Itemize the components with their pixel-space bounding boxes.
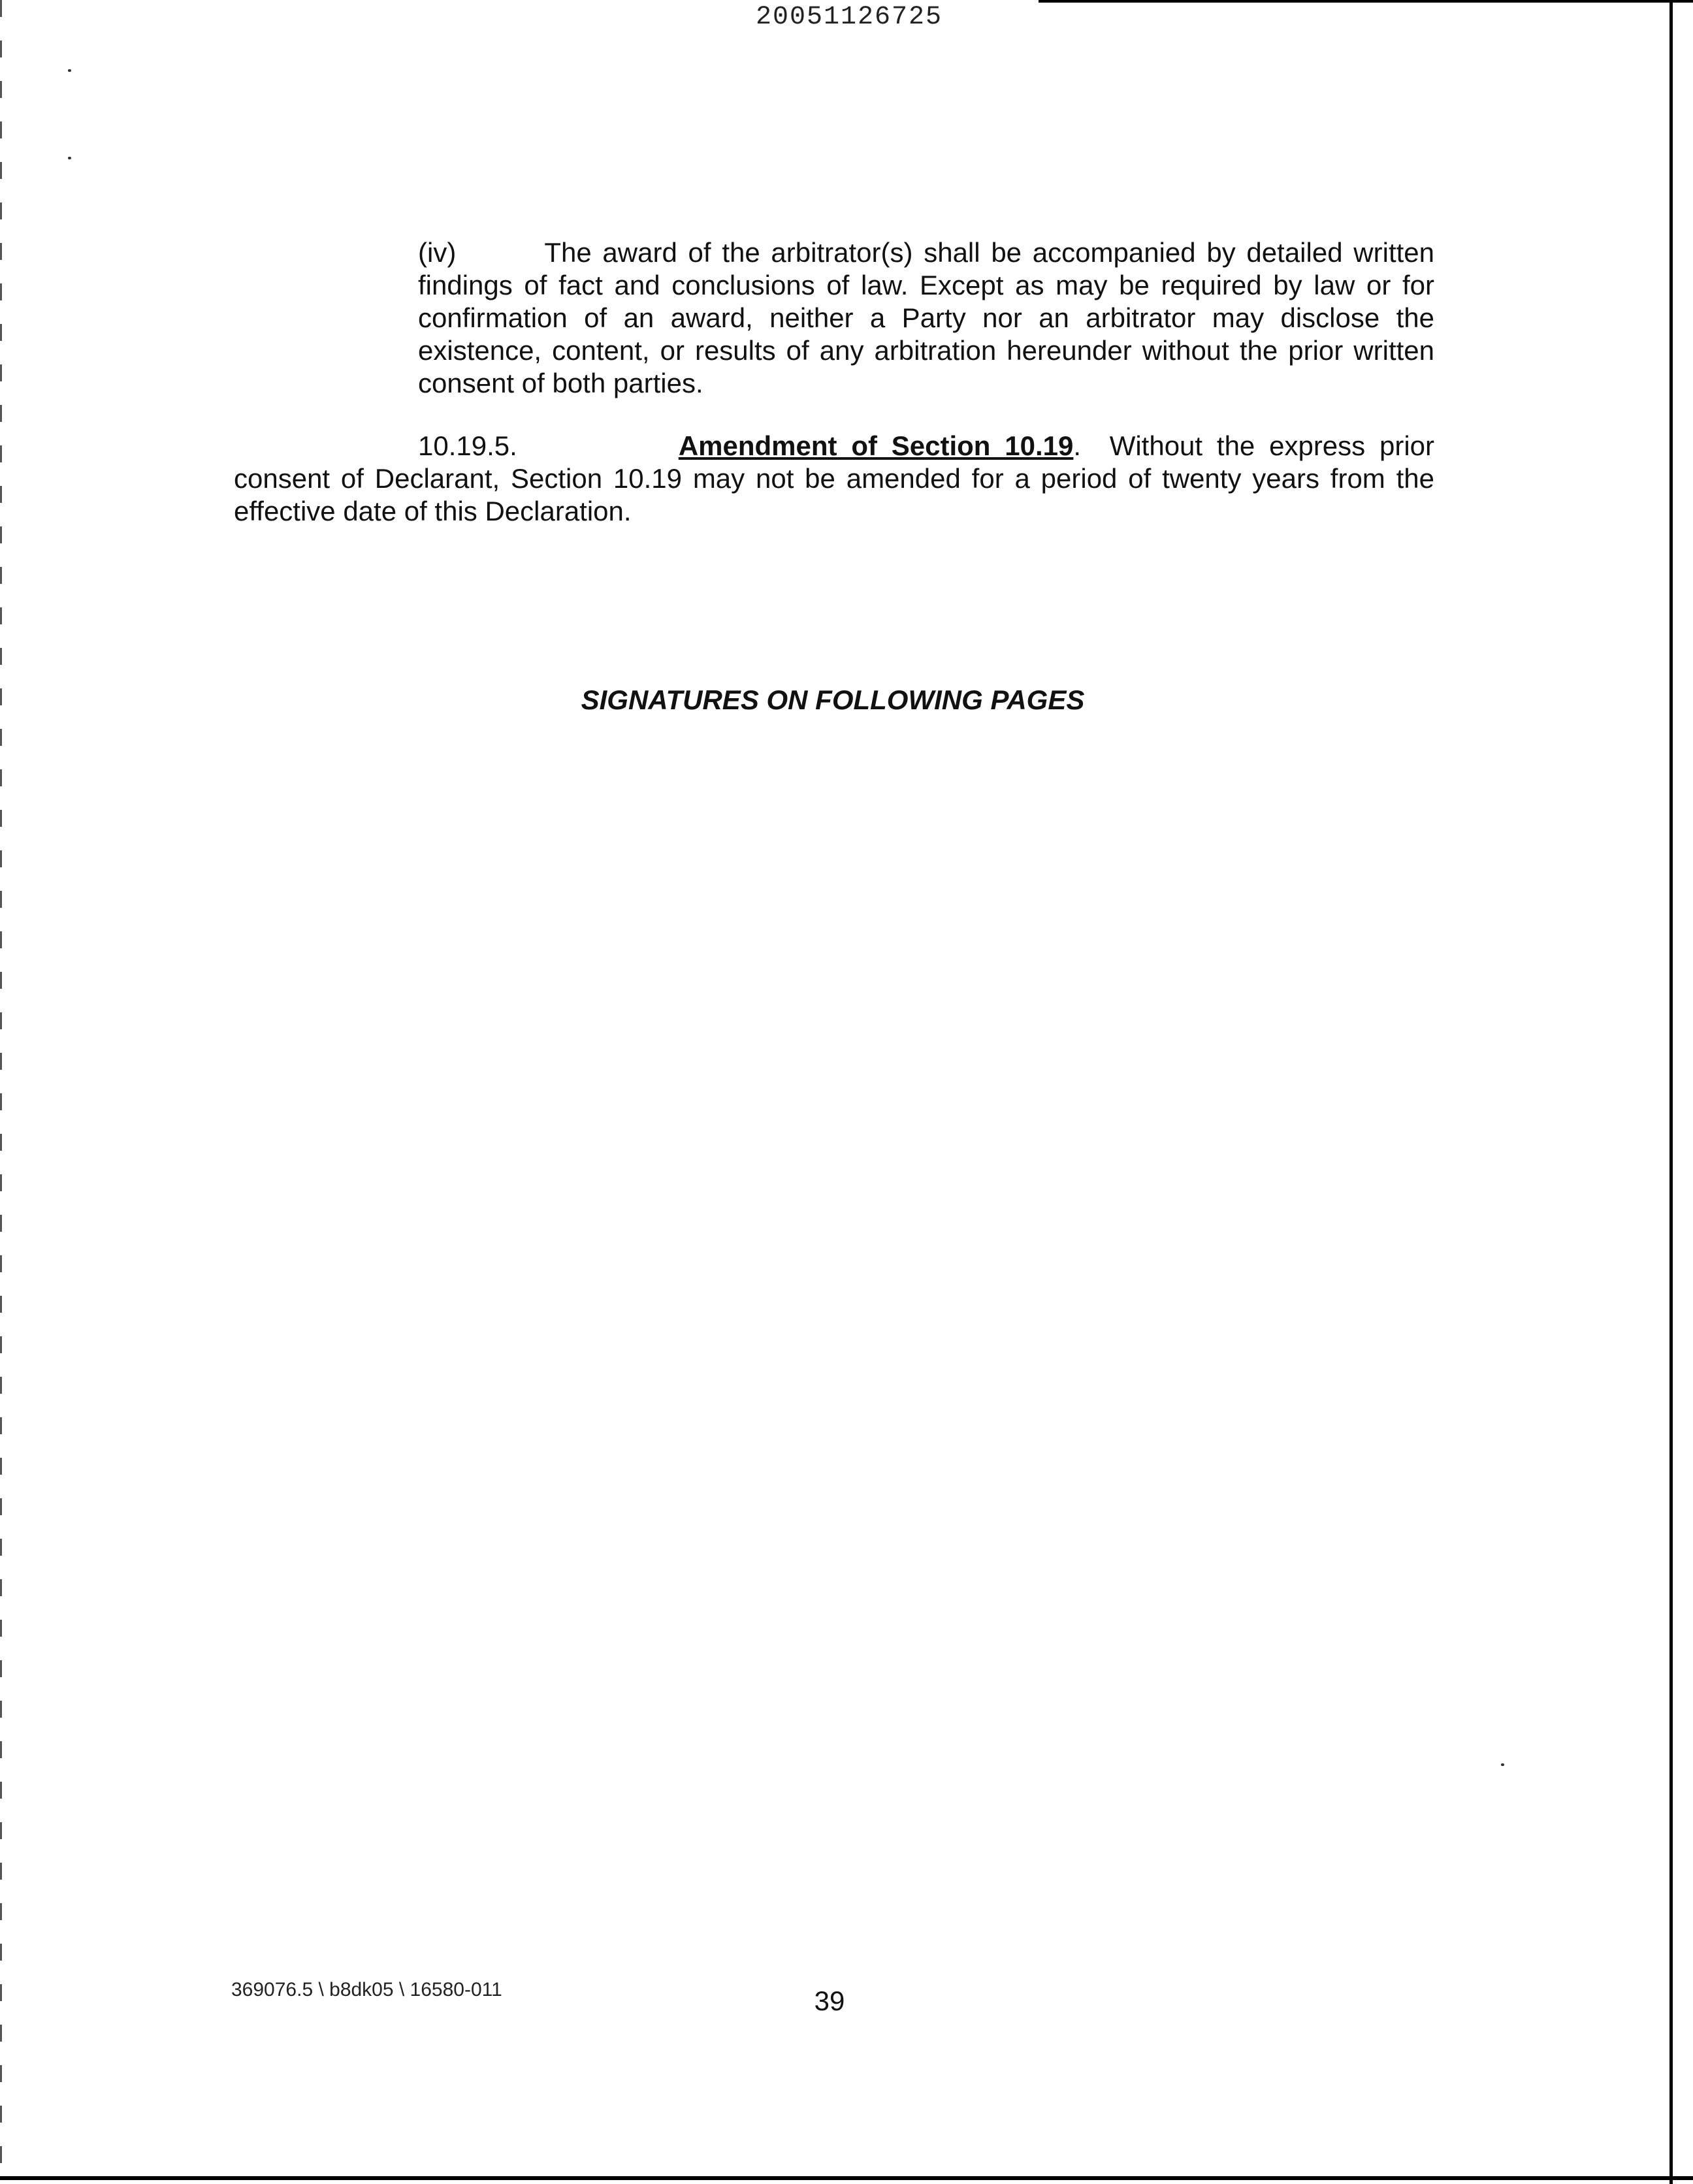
section-heading: Amendment of Section 10.19	[678, 430, 1074, 461]
scan-speck	[68, 157, 71, 159]
scan-speck	[68, 69, 71, 72]
section-number: 10.19.5.	[418, 430, 517, 461]
paragraph-iv-marker: (iv)	[418, 237, 457, 268]
footer-page-number: 39	[814, 1985, 845, 2016]
paragraph-iv	[418, 236, 1434, 400]
scan-border-bottom	[0, 2176, 1693, 2180]
document-number: 20051126725	[755, 3, 943, 32]
scan-border-top	[1039, 0, 1693, 3]
scan-left-edge	[0, 0, 2, 2184]
paragraph-iv-text: The award of the arbitrator(s) shall be accompanied by detailed written findings of fact and conclusions of law. Except as may be required by law or for confirmation of an award, neither a Party nor an arbitrator may disclose the existence, content, or results of any arbitration hereunder without the prior written consent of both parties.	[418, 237, 1434, 398]
section-10-19-5	[234, 430, 1434, 528]
section-text: Without the express prior consent of Declarant, Section 10.19 may not be amended for a period of twenty years from the effective date of this Declaration.	[234, 430, 1434, 526]
footer-file-reference: 369076.5 \ b8dk05 \ 16580-011	[231, 1979, 502, 2000]
section-heading-period: .	[1073, 430, 1082, 461]
scan-border-right	[1669, 0, 1673, 2184]
scan-speck	[1501, 1763, 1504, 1766]
signatures-notice: SIGNATURES ON FOLLOWING PAGES	[581, 684, 1085, 715]
